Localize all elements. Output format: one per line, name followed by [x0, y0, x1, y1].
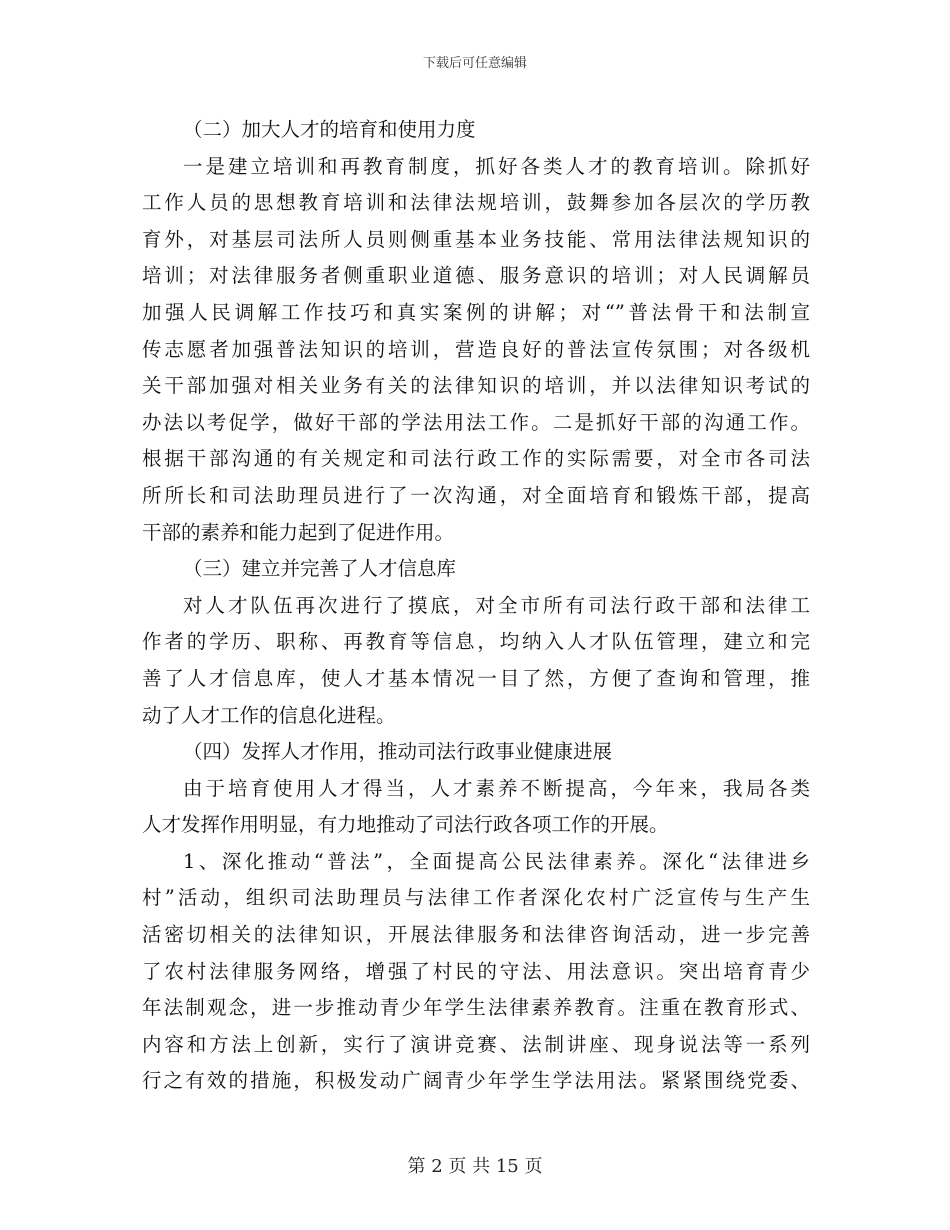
paragraph-line: 内容和方法上创新，实行了演讲竞赛、法制讲座、现身说法等一系列 — [142, 1032, 810, 1056]
paragraph-line: 活密切相关的法律知识，开展法律服务和法律咨询活动，进一步完善 — [142, 923, 810, 947]
paragraph-line: 所所长和司法助理员进行了一次沟通，对全面培育和锻炼干部，提高 — [142, 483, 810, 507]
paragraph-line: 年法制观念，进一步推动青少年学生法律素养教育。注重在教育形式、 — [142, 996, 810, 1020]
page-number-footer: 第 2 页 共 15 页 — [407, 1156, 543, 1177]
paragraph-line: 作者的学历、职称、再教育等信息，均纳入人才队伍管理，建立和完 — [142, 630, 810, 654]
paragraph-line: 善了人才信息库，使人才基本情况一目了然，方便了查询和管理，推 — [142, 666, 810, 690]
page-header: 下载后可任意编辑 — [422, 56, 527, 71]
paragraph-line: 办法以考促学，做好干部的学法用法工作。二是抓好干部的沟通工作。 — [142, 410, 810, 434]
paragraph-line: 关干部加强对相关业务有关的法律知识的培训，并以法律知识考试的 — [142, 374, 810, 398]
section-heading: （三）建立并完善了人才信息库 — [183, 557, 457, 581]
paragraph-line: 加强人民调解工作技巧和真实案例的讲解；对“”普法骨干和法制宣 — [142, 300, 810, 324]
paragraph-line: 行之有效的措施，积极发动广阔青少年学生学法用法。紧紧围绕党委、 — [142, 1069, 810, 1093]
paragraph-line: 工作人员的思想教育培训和法律法规培训，鼓舞参加各层次的学历教 — [142, 191, 810, 215]
paragraph-line: 育外，对基层司法所人员则侧重基本业务技能、常用法律法规知识的 — [142, 227, 810, 251]
paragraph-line: 根据干部沟通的有关规定和司法行政工作的实际需要，对全市各司法 — [142, 447, 810, 471]
section-heading: （二）加大人才的培育和使用力度 — [183, 118, 476, 141]
paragraph-line: 对人才队伍再次进行了摸底，对全市所有司法行政干部和法律工 — [183, 593, 810, 617]
paragraph-line: 传志愿者加强普法知识的培训，营造良好的普法宣传氛围；对各级机 — [142, 337, 810, 361]
paragraph-line: 人才发挥作用明显，有力地推动了司法行政各项工作的开展。 — [142, 813, 669, 837]
paragraph-line: 培训；对法律服务者侧重职业道德、服务意识的培训；对人民调解员 — [142, 264, 810, 288]
section-heading: （四）发挥人才作用，推动司法行政事业健康进展 — [183, 740, 613, 764]
paragraph-line: 一是建立培训和再教育制度，抓好各类人才的教育培训。除抓好 — [183, 154, 810, 178]
paragraph-line: 1、深化推动“普法”，全面提高公民法律素养。深化“法律进乡 — [183, 849, 810, 873]
paragraph-line: 动了人才工作的信息化进程。 — [142, 703, 396, 727]
paragraph-line: 干部的素养和能力起到了促进作用。 — [142, 520, 455, 544]
document-body — [142, 112, 810, 1100]
paragraph-line: 村”活动，组织司法助理员与法律工作者深化农村广泛宣传与生产生 — [142, 886, 810, 910]
paragraph-line: 由于培育使用人才得当，人才素养不断提高，今年来，我局各类 — [183, 776, 810, 800]
paragraph-line: 了农村法律服务网络，增强了村民的守法、用法意识。突出培育青少 — [142, 959, 810, 983]
